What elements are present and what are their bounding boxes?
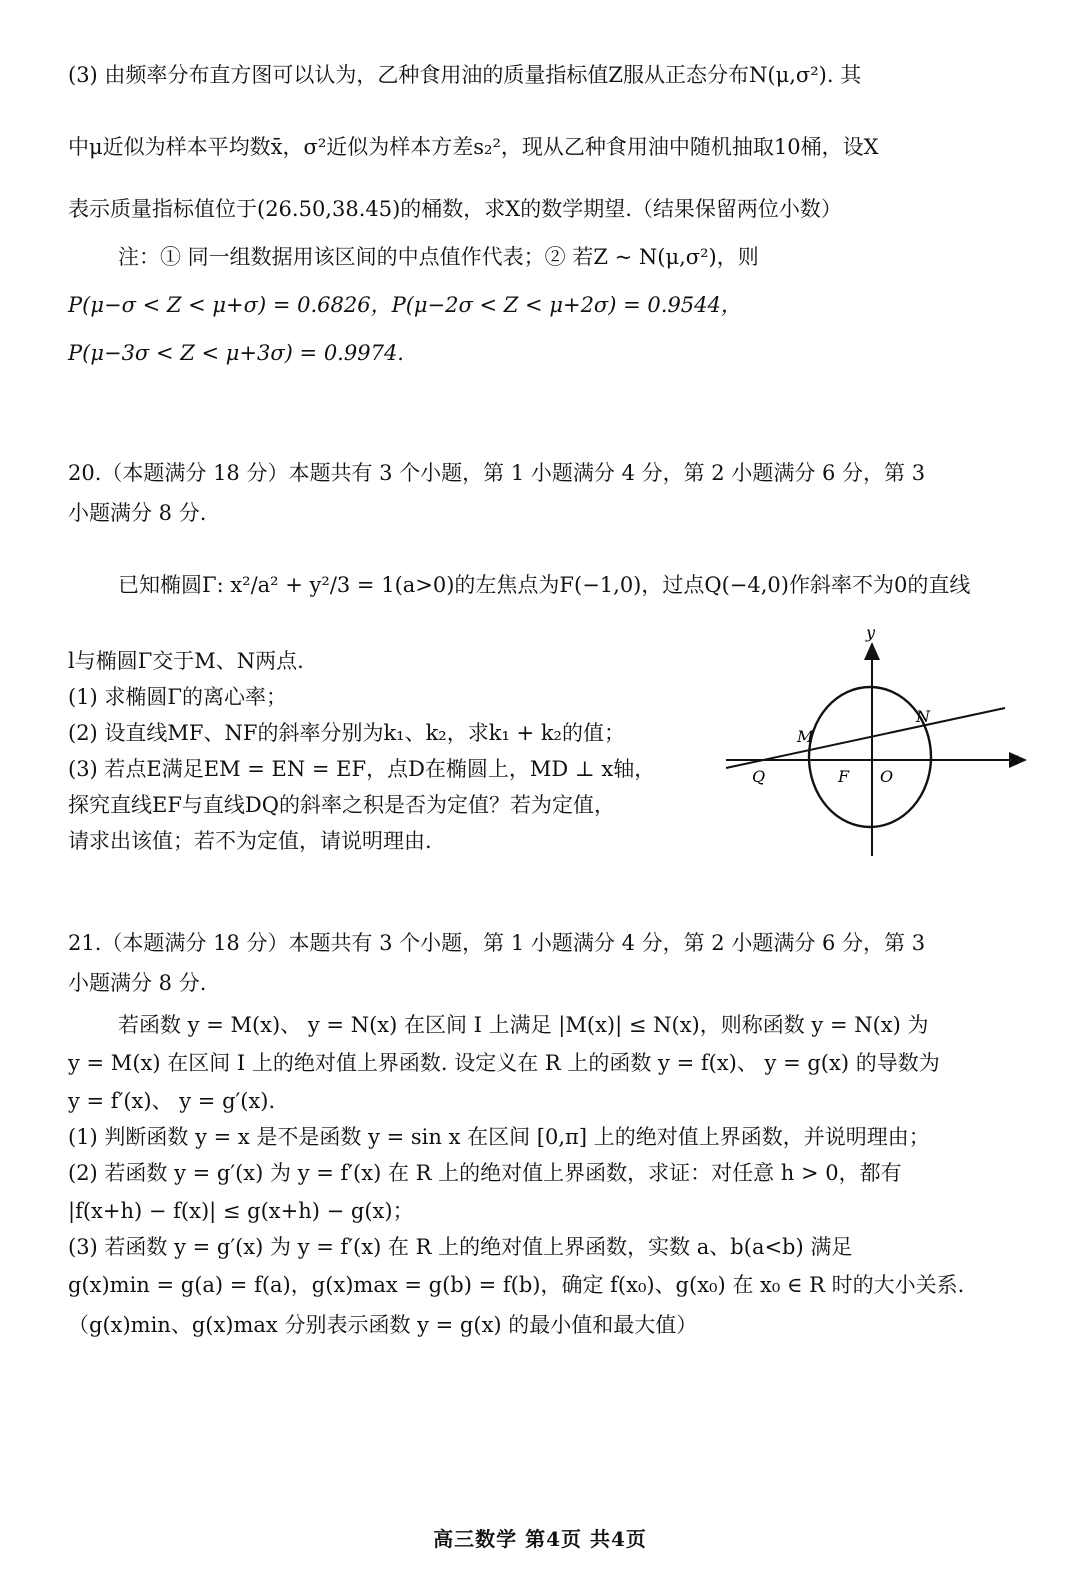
q19-prob2: P(μ−3σ < Z < μ+3σ) = 0.9974. xyxy=(68,341,404,365)
q21-part2-a: (2) 若函数 y = g′(x) 为 y = f′(x) 在 R 上的绝对值上界函数，求证：对任意 h > 0，都有 xyxy=(68,1161,902,1185)
q19-part3-line3: 表示质量指标值位于(26.50,38.45)的桶数，求X的数学期望.（结果保留两位小数） xyxy=(68,197,842,221)
q19-part3-line1: (3) 由频率分布直方图可以认为，乙种食用油的质量指标值Z服从正态分布N(μ,σ²). 其 xyxy=(68,63,862,87)
q20-part3-b: 探究直线EF与直线DQ的斜率之积是否为定值？若为定值， xyxy=(68,793,615,817)
q21-part3-c: （g(x)min、g(x)max 分别表示函数 y = g(x) 的最小值和最大值） xyxy=(68,1313,698,1337)
point-F-label: F xyxy=(838,767,850,786)
x-axis-label: x xyxy=(1010,749,1020,768)
point-M-label: M xyxy=(797,727,814,746)
q20-header-cont: 小题满分 8 分. xyxy=(68,501,207,525)
page-footer: 高三数学 第4页 共4页 xyxy=(433,1527,647,1551)
q21-stem-3: y = f′(x)、 y = g′(x). xyxy=(68,1089,276,1113)
q21-stem-2: y = M(x) 在区间 I 上的绝对值上界函数. 设定义在 R 上的函数 y = f(x)、 y = g(x) 的导数为 xyxy=(68,1051,940,1075)
q21-part1: (1) 判断函数 y = x 是不是函数 y = sin x 在区间 [0,π] 上的绝对值上界函数，并说明理由； xyxy=(68,1125,930,1149)
ellipse-figure xyxy=(720,622,1040,862)
point-Q-label: Q xyxy=(752,767,766,786)
q21-part3-b: g(x)min = g(a) = f(a)，g(x)max = g(b) = f(b)，确定 f(x₀)、g(x₀) 在 x₀ ∈ R 时的大小关系. xyxy=(68,1273,965,1297)
q20-part2: (2) 设直线MF、NF的斜率分别为k₁、k₂，求k₁ + k₂的值； xyxy=(68,721,625,745)
q21-header-cont: 小题满分 8 分. xyxy=(68,971,207,995)
ellipse-curve xyxy=(809,687,931,827)
q20-part3-a: (3) 若点E满足EM = EN = EF，点D在椭圆上，MD ⊥ x轴， xyxy=(68,757,656,781)
q19-part3-line2: 中μ近似为样本平均数x̄，σ²近似为样本方差s₂²，现从乙种食用油中随机抽取10桶，设X xyxy=(68,135,879,159)
q19-note: 注：① 同一组数据用该区间的中点值作代表；② 若Z ~ N(μ,σ²)，则 xyxy=(118,245,759,269)
q21-part2-b: |f(x+h) − f(x)| ≤ g(x+h) − g(x)； xyxy=(68,1199,414,1223)
y-axis-label: y xyxy=(866,623,876,642)
q20-stem-1: 已知椭圆Γ: x²/a² + y²/3 = 1(a>0)的左焦点为F(−1,0)，过点Q(−4,0)作斜率不为0的直线 xyxy=(118,573,971,597)
q20-part3-c: 请求出该值；若不为定值，请说明理由. xyxy=(68,829,432,853)
point-O-label: O xyxy=(880,767,894,786)
q21-stem-1: 若函数 y = M(x)、 y = N(x) 在区间 I 上满足 |M(x)| ≤ N(x)，则称函数 y = N(x) 为 xyxy=(118,1013,929,1037)
q20-part1: (1) 求椭圆Γ的离心率； xyxy=(68,685,287,709)
q19-prob1: P(μ−σ < Z < μ+σ) = 0.6826，P(μ−2σ < Z < μ+2σ) = 0.9544， xyxy=(68,293,742,317)
q21-part3-a: (3) 若函数 y = g′(x) 为 y = f′(x) 在 R 上的绝对值上界函数，实数 a、b(a<b) 满足 xyxy=(68,1235,853,1259)
q20-stem-2: l与椭圆Γ交于M、N两点. xyxy=(68,649,304,673)
q20-header: 20.（本题满分 18 分）本题共有 3 个小题，第 1 小题满分 4 分，第 2 小题满分 6 分，第 3 xyxy=(68,461,926,485)
q21-header: 21.（本题满分 18 分）本题共有 3 个小题，第 1 小题满分 4 分，第 2 小题满分 6 分，第 3 xyxy=(68,931,926,955)
point-N-label: N xyxy=(916,707,930,726)
